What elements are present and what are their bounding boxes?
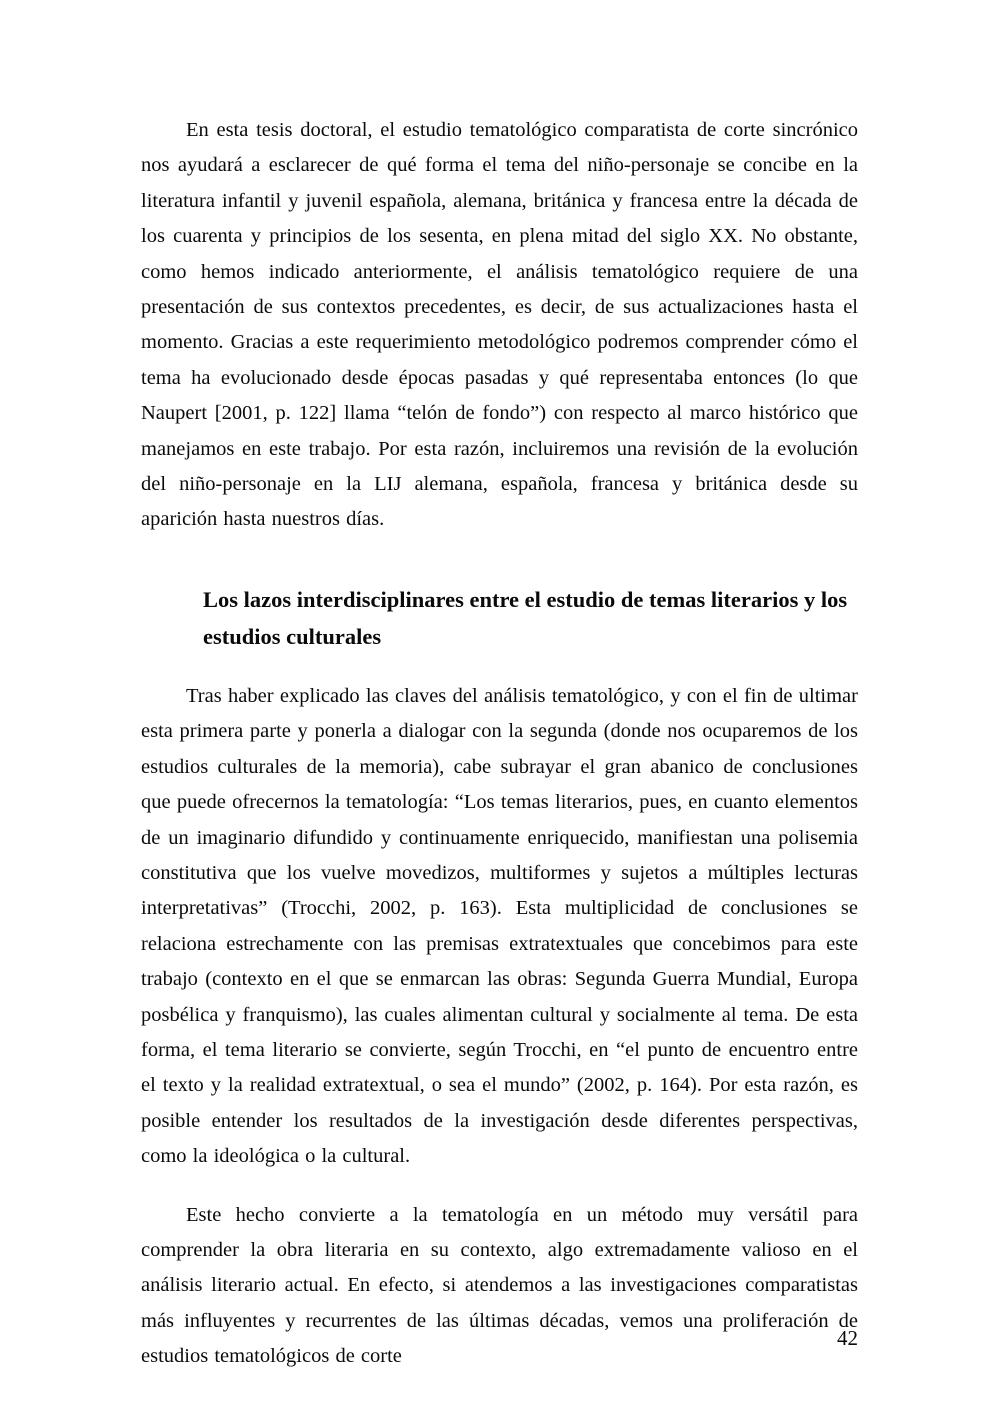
section-heading: Los lazos interdisciplinares entre el estudio de temas literarios y los estudios culturales (203, 586, 848, 649)
paragraph-tematologia: Tras haber explicado las claves del análisis tematológico, y con el fin de ultimar esta primera parte y ponerla a dialogar con la segunda (donde nos ocuparemos de los estudios culturales de la memoria), cabe subrayar el gran abanico de conclusiones que puede ofrecernos la tematología: “Los temas literarios, pues, en cuanto elementos de un imaginario difundido y continuamente enriquecido, manifiestan una polisemia constitutiva que los vuelve movedizos, multiformes y sujetos a múltiples lecturas interpretativas” (Trocchi, 2002, p. 163). Esta multiplicidad de conclusiones se relaciona estrechamente con las premisas extratextuales que concebimos para este trabajo (contexto en el que se enmarcan las obras: Segunda Guerra Mundial, Europa posbélica y franquismo), las cuales alimentan cultural y socialmente al tema. De esta forma, el tema literario se convierte, según Trocchi, en “el punto de encuentro entre el texto y la realidad extratextual, o sea el mundo” (2002, p. 164). Por esta razón, es posible entender los resultados de la investigación desde diferentes perspectivas, como la ideológica o la cultural. (141, 684, 858, 1168)
page-number: 42 (837, 1326, 858, 1350)
paragraph-intro-thesis: En esta tesis doctoral, el estudio tematológico comparatista de corte sincrónico nos ayudará a esclarecer de qué forma el tema del niño-personaje se concibe en la literatura infantil y juvenil española, alemana, británica y francesa entre la década de los cuarenta y principios de los sesenta, en plena mitad del siglo XX. No obstante, como hemos indicado anteriormente, el análisis tematológico requiere de una presentación de sus contextos precedentes, es decir, de sus actualizaciones hasta el momento. Gracias a este requerimiento metodológico podremos comprender cómo el tema ha evolucionado desde épocas pasadas y qué representaba entonces (lo que Naupert [2001, p. 122] llama “telón de fondo”) con respecto al marco histórico que manejamos en este trabajo. Por esta razón, incluiremos una revisión de la evolución del niño-personaje en la LIJ alemana, española, francesa y británica desde su aparición hasta nuestros días. (141, 119, 858, 531)
text-column (141, 113, 858, 1375)
paragraph-metodo-versatil: Este hecho convierte a la tematología en un método muy versátil para comprender la obra literaria en su contexto, algo extremadamente valioso en el análisis literario actual. En efecto, si atendemos a las investigaciones comparatistas más influyentes y recurrentes de las últimas décadas, vemos una proliferación de estudios tematológicos de corte (141, 1203, 858, 1368)
